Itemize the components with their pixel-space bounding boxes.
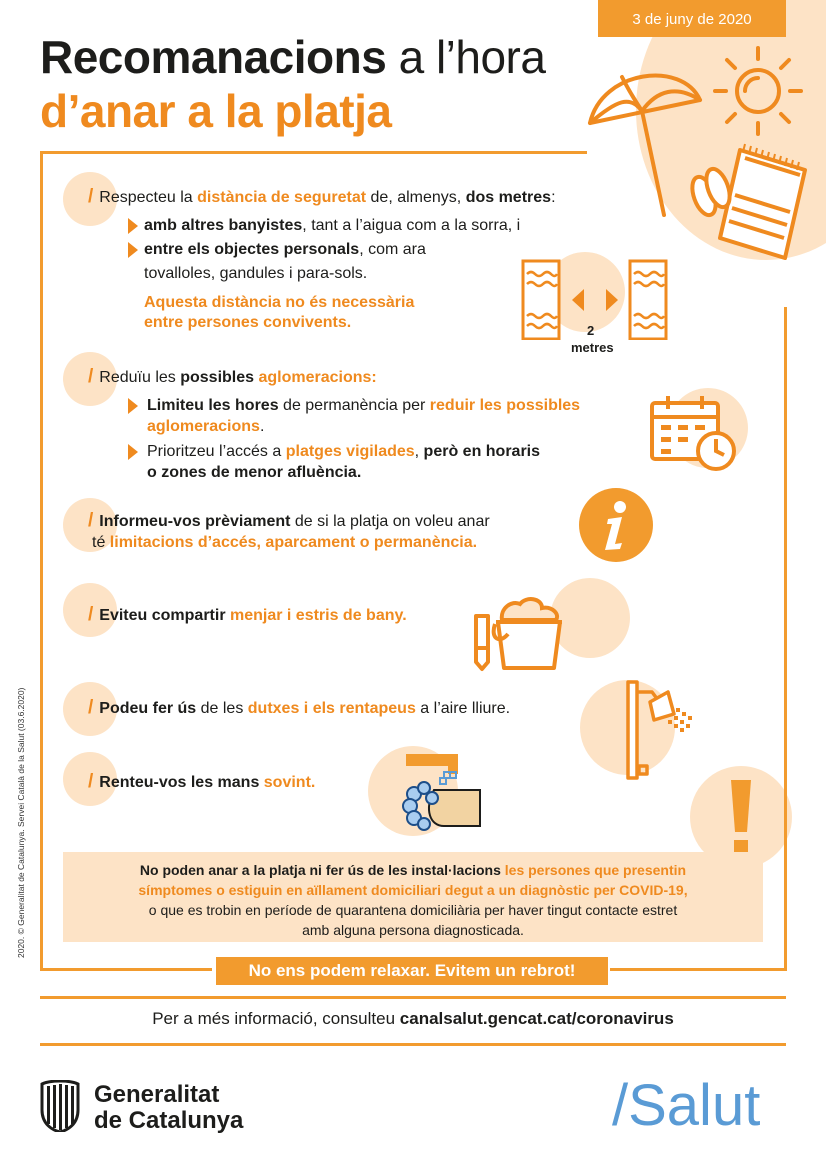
frame-top <box>40 151 587 154</box>
section2-bullet1-line2: aglomeracions. <box>147 418 265 435</box>
date-badge: 3 de juny de 2020 <box>598 0 786 37</box>
shower-icon <box>622 680 697 782</box>
section1-bullet1: amb altres banyistes, tant a l’aigua com a la sorra, i <box>144 217 521 234</box>
info-icon <box>578 487 654 563</box>
distance-number: 2 <box>587 323 595 338</box>
flip-flops-icon <box>688 160 738 220</box>
sun-icon <box>712 45 804 137</box>
warning-note: No poden anar a la platja ni fer ús de les instal·lacions les persones que presentin símptomes o estiguin en aïllament domiciliari degut a un diagnòstic per COVID-19, o que es trobin en període de quarantena domiciliària per haver tingut contacte estret amb alguna persona diagnosticada. <box>63 852 763 942</box>
section1-bullet2-line2: tovalloles, gandules i para-sols. <box>144 265 368 282</box>
frame-left <box>40 151 43 971</box>
section2-bullet2: Prioritzeu l’accés a platges vigilades, però en horaris <box>147 443 541 460</box>
more-info-link[interactable]: canalsalut.gencat.cat/coronavirus <box>399 1009 674 1028</box>
section3-line2: té limitacions d’accés, aparcament o permanència. <box>92 534 478 551</box>
bullet-arrow-icon <box>128 444 138 460</box>
page-title-line2: d’anar a la platja <box>40 85 392 137</box>
divider-bottom <box>40 1043 786 1046</box>
more-info: Per a més informació, consulteu canalsalut.gencat.cat/coronavirus <box>152 1009 674 1028</box>
calendar-clock-icon <box>648 393 743 473</box>
gencat-logo <box>40 1080 80 1132</box>
handwash-icon <box>400 748 495 833</box>
vertical-credit: 2020. © Generalitat de Catalunya. Servei Català de la Salut (03.6.2020) <box>16 687 26 958</box>
frame-bottom-left <box>40 968 212 971</box>
org-name: Generalitat de Catalunya <box>94 1081 244 1134</box>
divider-top <box>40 996 786 999</box>
section1-note-line1: Aquesta distància no és necessària <box>144 294 415 311</box>
section5-line: / Podeu fer ús de les dutxes i els rentapeus a l’aire lliure. <box>88 697 511 718</box>
bullet-arrow-icon <box>128 218 138 234</box>
section2-bullet1: Limiteu les hores de permanència per reduir les possibles <box>147 397 581 414</box>
distance-towels-icon <box>520 258 670 340</box>
exclamation-icon <box>728 778 754 858</box>
section3-line1: / Informeu-vos prèviament de si la platja on voleu anar <box>88 510 490 531</box>
section6-line: / Renteu-vos les mans sovint. <box>88 771 316 792</box>
section4-line: / Eviteu compartir menjar i estris de bany. <box>88 604 407 625</box>
section1-heading: / Respecteu la distància de seguretat de, almenys, dos metres: <box>88 186 556 207</box>
frame-bottom-right <box>610 968 787 971</box>
frame-right <box>784 307 787 971</box>
section1-bullet2: entre els objectes personals, com ara <box>144 241 426 258</box>
distance-unit: metres <box>571 340 614 355</box>
page-title-line1: Recomanacions a l’hora <box>40 31 546 83</box>
section1-note-line2: entre persones convivents. <box>144 314 352 331</box>
bucket-spade-icon <box>470 594 570 672</box>
slogan-banner: No ens podem relaxar. Evitem un rebrot! <box>216 957 608 985</box>
bullet-arrow-icon <box>128 242 138 258</box>
section2-bullet2-line2: o zones de menor afluència. <box>147 464 362 481</box>
salut-brand: /Salut <box>612 1073 761 1138</box>
section2-heading: / Reduïu les possibles aglomeracions: <box>88 366 377 387</box>
bullet-arrow-icon <box>128 398 138 414</box>
